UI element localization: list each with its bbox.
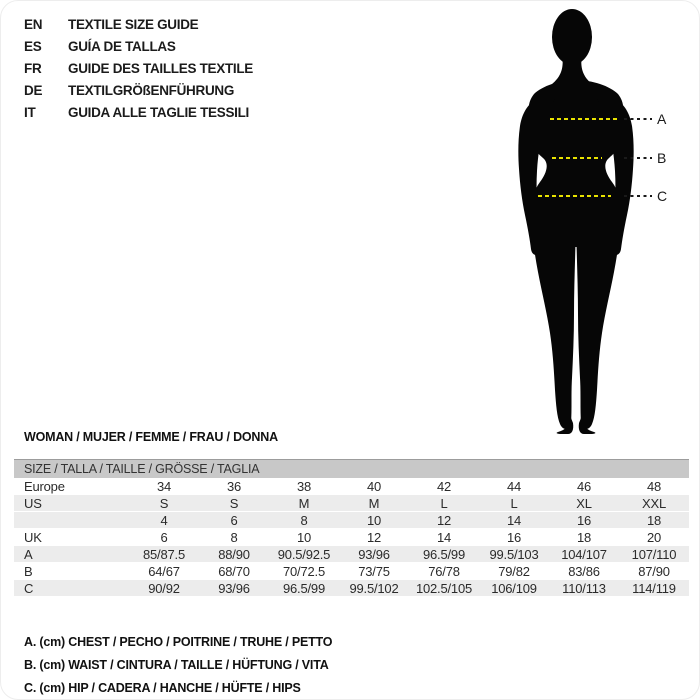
table-row <box>14 495 689 512</box>
language-title-list <box>24 13 253 123</box>
size-cell: XL <box>549 495 619 512</box>
size-cell: 34 <box>129 478 199 495</box>
size-cell: 96.5/99 <box>409 546 479 563</box>
size-cell: 4 <box>129 512 199 529</box>
size-cell: 64/67 <box>129 563 199 580</box>
size-cell: 8 <box>199 529 269 546</box>
size-cell: 14 <box>409 529 479 546</box>
language-row-en <box>24 13 253 35</box>
size-table-header: SIZE / TALLA / TAILLE / GRÖSSE / TAGLIA <box>14 460 689 479</box>
size-cell: 99.5/103 <box>479 546 549 563</box>
size-table-header-row <box>14 460 689 479</box>
table-row <box>14 512 689 529</box>
size-cell: 12 <box>339 529 409 546</box>
size-cell: 44 <box>479 478 549 495</box>
row-label: C <box>14 580 129 597</box>
guide-title: TEXTILGRÖßENFÜHRUNG <box>68 82 235 98</box>
silhouette-body <box>518 9 633 434</box>
table-row <box>14 529 689 546</box>
size-cell: 8 <box>269 512 339 529</box>
legend-waist: B. (cm) WAIST / CINTURA / TAILLE / HÜFTUNG / VITA <box>24 658 329 672</box>
table-row <box>14 546 689 563</box>
size-cell: 18 <box>619 512 689 529</box>
row-label: A <box>14 546 129 563</box>
size-cell: 10 <box>339 512 409 529</box>
size-cell: 48 <box>619 478 689 495</box>
size-cell: 6 <box>199 512 269 529</box>
size-cell: 20 <box>619 529 689 546</box>
size-cell: 104/107 <box>549 546 619 563</box>
size-cell: 68/70 <box>199 563 269 580</box>
size-cell: L <box>479 495 549 512</box>
size-cell: S <box>129 495 199 512</box>
size-cell: 76/78 <box>409 563 479 580</box>
language-row-it <box>24 101 253 123</box>
size-table <box>14 459 689 597</box>
language-row-fr <box>24 57 253 79</box>
size-cell: L <box>409 495 479 512</box>
size-cell: 6 <box>129 529 199 546</box>
size-cell: 38 <box>269 478 339 495</box>
size-cell: 87/90 <box>619 563 689 580</box>
language-row-de <box>24 79 253 101</box>
size-cell: 85/87.5 <box>129 546 199 563</box>
language-code: ES <box>24 38 42 54</box>
section-title: WOMAN / MUJER / FEMME / FRAU / DONNA <box>24 430 278 444</box>
size-cell: 42 <box>409 478 479 495</box>
size-cell: 83/86 <box>549 563 619 580</box>
woman-silhouette <box>488 4 667 436</box>
size-cell: M <box>269 495 339 512</box>
size-cell: 10 <box>269 529 339 546</box>
size-cell: 106/109 <box>479 580 549 597</box>
guide-title: GUIDE DES TAILLES TEXTILE <box>68 60 254 76</box>
size-cell: 93/96 <box>339 546 409 563</box>
row-label: B <box>14 563 129 580</box>
size-cell: 90/92 <box>129 580 199 597</box>
size-cell: 73/75 <box>339 563 409 580</box>
size-cell: 79/82 <box>479 563 549 580</box>
guide-title: GUIDA ALLE TAGLIE TESSILI <box>68 104 249 120</box>
size-cell: 14 <box>479 512 549 529</box>
size-cell: 46 <box>549 478 619 495</box>
size-cell: 107/110 <box>619 546 689 563</box>
language-code: DE <box>24 82 43 98</box>
size-cell: 36 <box>199 478 269 495</box>
legend-hip: C. (cm) HIP / CADERA / HANCHE / HÜFTE / HIPS <box>24 681 301 695</box>
guide-title: TEXTILE SIZE GUIDE <box>68 16 199 32</box>
row-label <box>14 512 129 529</box>
size-cell: XXL <box>619 495 689 512</box>
size-cell: S <box>199 495 269 512</box>
size-cell: 93/96 <box>199 580 269 597</box>
row-label: Europe <box>14 478 129 495</box>
size-cell: 110/113 <box>549 580 619 597</box>
size-cell: 12 <box>409 512 479 529</box>
size-cell: 90.5/92.5 <box>269 546 339 563</box>
size-cell: 114/119 <box>619 580 689 597</box>
table-row <box>14 478 689 495</box>
measure-label-hip: C <box>657 188 668 204</box>
size-cell: 88/90 <box>199 546 269 563</box>
legend-chest: A. (cm) CHEST / PECHO / POITRINE / TRUHE / PETTO <box>24 635 333 649</box>
size-cell: 40 <box>339 478 409 495</box>
table-row <box>14 580 689 597</box>
size-cell: 99.5/102 <box>339 580 409 597</box>
language-code: IT <box>24 104 36 120</box>
measurement-legend <box>24 631 332 700</box>
table-row <box>14 563 689 580</box>
language-code: FR <box>24 60 42 76</box>
measure-label-waist: B <box>657 150 667 166</box>
size-cell: 16 <box>479 529 549 546</box>
size-cell: 70/72.5 <box>269 563 339 580</box>
row-label: US <box>14 495 129 512</box>
language-code: EN <box>24 16 43 32</box>
size-cell: 102.5/105 <box>409 580 479 597</box>
size-cell: 16 <box>549 512 619 529</box>
measure-label-chest: A <box>657 111 667 127</box>
size-cell: 96.5/99 <box>269 580 339 597</box>
guide-title: GUÍA DE TALLAS <box>68 38 176 54</box>
size-cell: 18 <box>549 529 619 546</box>
row-label: UK <box>14 529 129 546</box>
size-cell: M <box>339 495 409 512</box>
language-row-es <box>24 35 253 57</box>
